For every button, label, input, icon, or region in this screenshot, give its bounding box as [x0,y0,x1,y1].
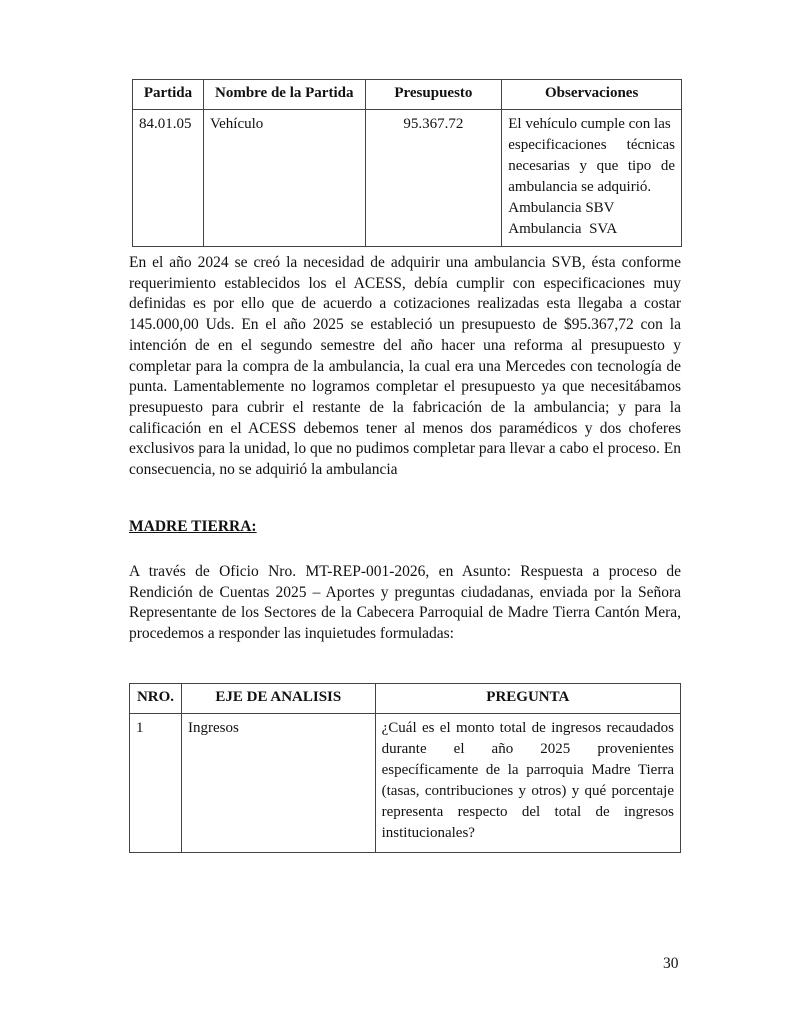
header-observaciones: Observaciones [502,80,682,110]
header-partida: Partida [133,80,204,110]
observation-line: El vehículo cumple con las [508,116,671,132]
cell-observaciones [502,110,682,247]
header-nro: NRO. [130,684,182,714]
cell-presupuesto: 95.367.72 [365,110,502,247]
observation-line: necesarias y que tipo de [508,158,675,174]
questions-table [129,683,681,853]
table-row [130,714,681,853]
cell-nombre: Vehículo [203,110,365,247]
observation-line: especificaciones técnicas [508,137,675,153]
cell-pregunta: ¿Cuál es el monto total de ingresos recaudados durante el año 2025 provenientes específicamente de la parroquia Madre Tierra (tasas, contribuciones y otros) y qué porcentaje representa respecto del total de ingresos institucionales? [375,714,680,853]
header-presupuesto: Presupuesto [365,80,502,110]
ambulance-paragraph: En el año 2024 se creó la necesidad de adquirir una ambulancia SVB, ésta conforme requerimiento establecidos los el ACESS, debía cumplir con especificaciones muy definidas es por ello que de acuerdo a cotizaciones realizadas esta llegaba a costar 145.000,00 Uds. En el año 2025 se estableció un presupuesto de $95.367,72 con la intención de en el segundo semestre del año hacer una reforma al presupuesto y completar para la compra de la ambulancia, la cual era una Mercedes con tecnología de punta. Lamentablemente no logramos completar el presupuesto ya que necesitábamos presupuesto para cubrir el restante de la fabricación de la ambulancia; y para la calificación en el ACESS debemos tener al menos dos paramédicos y dos choferes exclusivos para la unidad, lo que no pudimos completar para llevar a cabo el proceso. En consecuencia, no se adquirió la ambulancia [129,254,681,479]
section-heading: MADRE TIERRA: [129,518,257,535]
oficio-paragraph: A través de Oficio Nro. MT-REP-001-2026, en Asunto: Respuesta a proceso de Rendición de Cuentas 2025 – Aportes y preguntas ciudadanas, enviada por la Señora Representante de los Sectores de la Cabecera Parroquial de Madre Tierra Cantón Mera, procedemos a responder las inquietudes formuladas: [129,563,681,643]
page-number: 30 [663,955,679,972]
table-header-row [133,80,682,110]
budget-table [132,79,682,247]
table-header-row [130,684,681,714]
cell-nro: 1 [130,714,182,853]
observation-line: Ambulancia SVA [508,221,618,237]
observation-line: ambulancia se adquirió. [508,179,652,195]
table-row [133,110,682,247]
observation-line: Ambulancia SBV [508,200,615,216]
header-nombre-partida: Nombre de la Partida [203,80,365,110]
header-pregunta: PREGUNTA [375,684,680,714]
cell-partida: 84.01.05 [133,110,204,247]
cell-eje: Ingresos [181,714,375,853]
header-eje: EJE DE ANALISIS [181,684,375,714]
